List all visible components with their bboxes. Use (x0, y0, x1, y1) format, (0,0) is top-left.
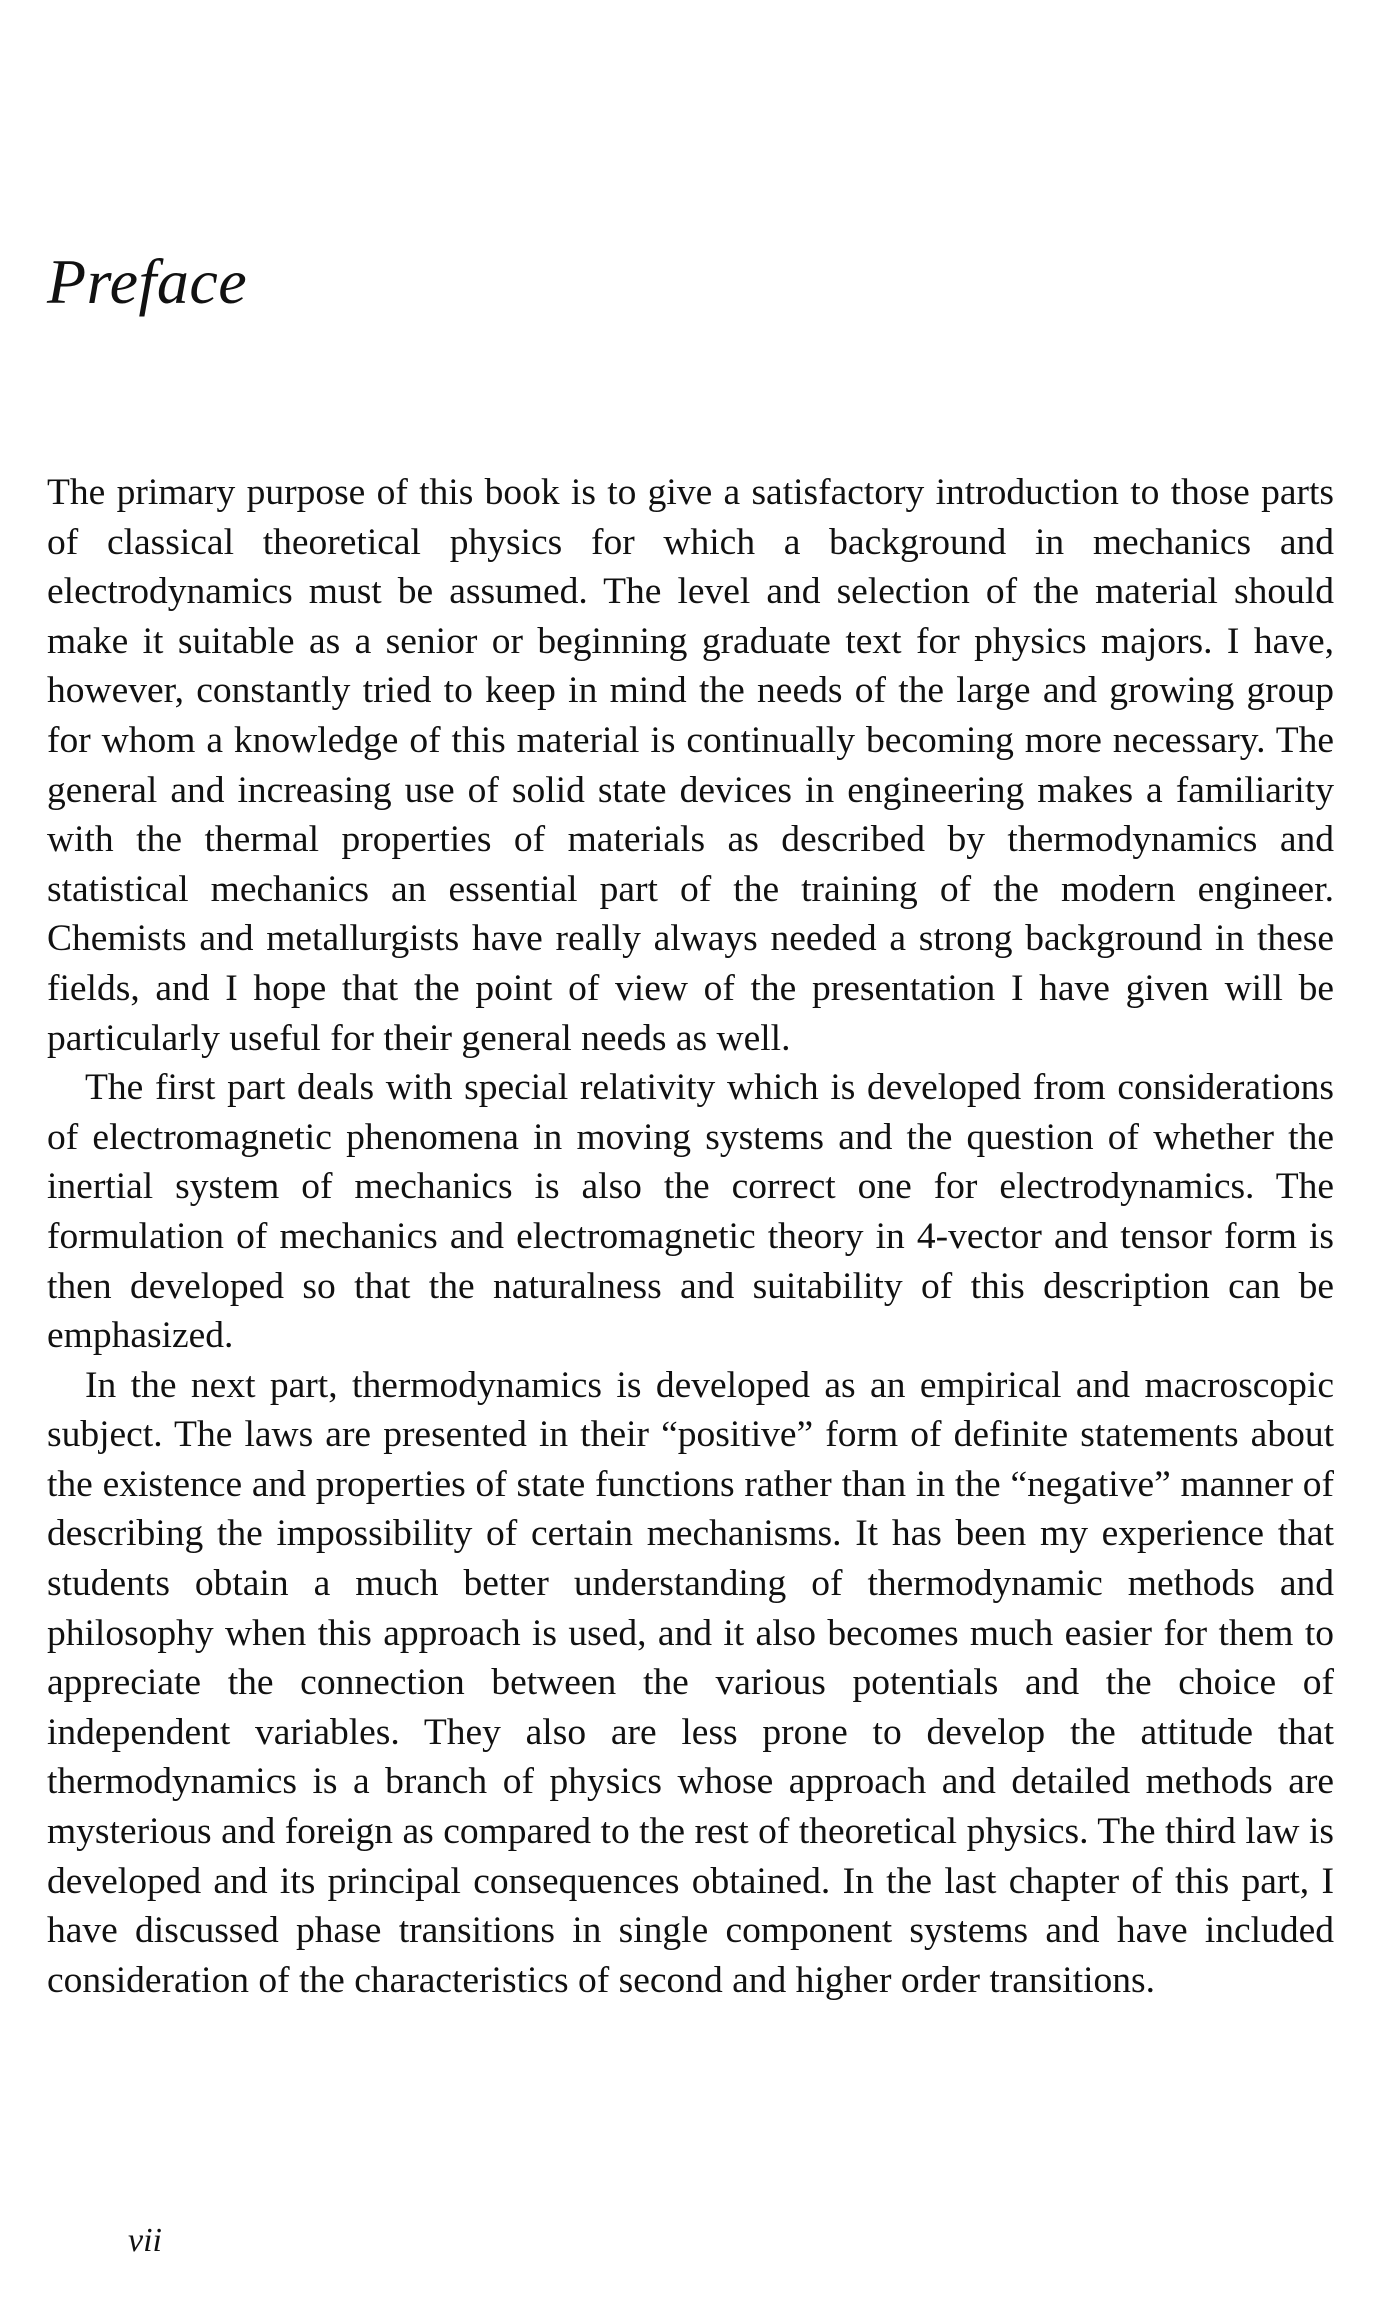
paragraph-2: The first part deals with special relativity which is developed from considerations of electromagnetic phenomena in moving systems and the question of whether the inertial system of mechanics is also the correct one for electrodynamics. The formulation of mechanics and electromagnetic theory in 4-vector and tensor form is then developed so that the naturalness and suitability of this description can be emphasized. (47, 1067, 1334, 1357)
page-title: Preface (47, 246, 248, 317)
paragraph-3: In the next part, thermodynamics is developed as an empirical and macroscopic subject. The laws are presented in their “positive” form of definite statements about the existence and properties of state functions rather than in the “negative” manner of describing the impossibility of certain mechanisms. It has been my experience that students obtain a much better understanding of thermodynamic methods and philosophy when this approach is used, and it also becomes much easier for them to appreciate the connection between the various potentials and the choice of independent variables. They also are less prone to develop the attitude that thermodynamics is a branch of physics whose approach and detailed methods are mysterious and foreign as compared to the rest of theoretical physics. The third law is developed and its principal consequences obtained. In the last chapter of this part, I have discussed phase transitions in single component systems and have included consideration of the characteristics of second and higher order transitions. (47, 1364, 1334, 2001)
paragraph-1: The primary purpose of this book is to give a satisfactory introduction to those parts of classical theoretical physics for which a background in mechanics and electrodynamics must be assumed. The level and selection of the material should make it suitable as a senior or beginning graduate text for physics majors. I have, however, constantly tried to keep in mind the needs of the large and growing group for whom a knowledge of this material is continually becoming more necessary. The general and increasing use of solid state devices in engineering makes a familiarity with the thermal properties of materials as described by thermodynamics and statistical mechanics an essential part of the training of the modern engineer. Chemists and metallurgists have really always needed a strong background in these fields, and I hope that the point of view of the presentation I have given will be particularly useful for their general needs as well. (47, 472, 1334, 1059)
body-text (47, 468, 1334, 2005)
page-number: vii (128, 2222, 162, 2259)
